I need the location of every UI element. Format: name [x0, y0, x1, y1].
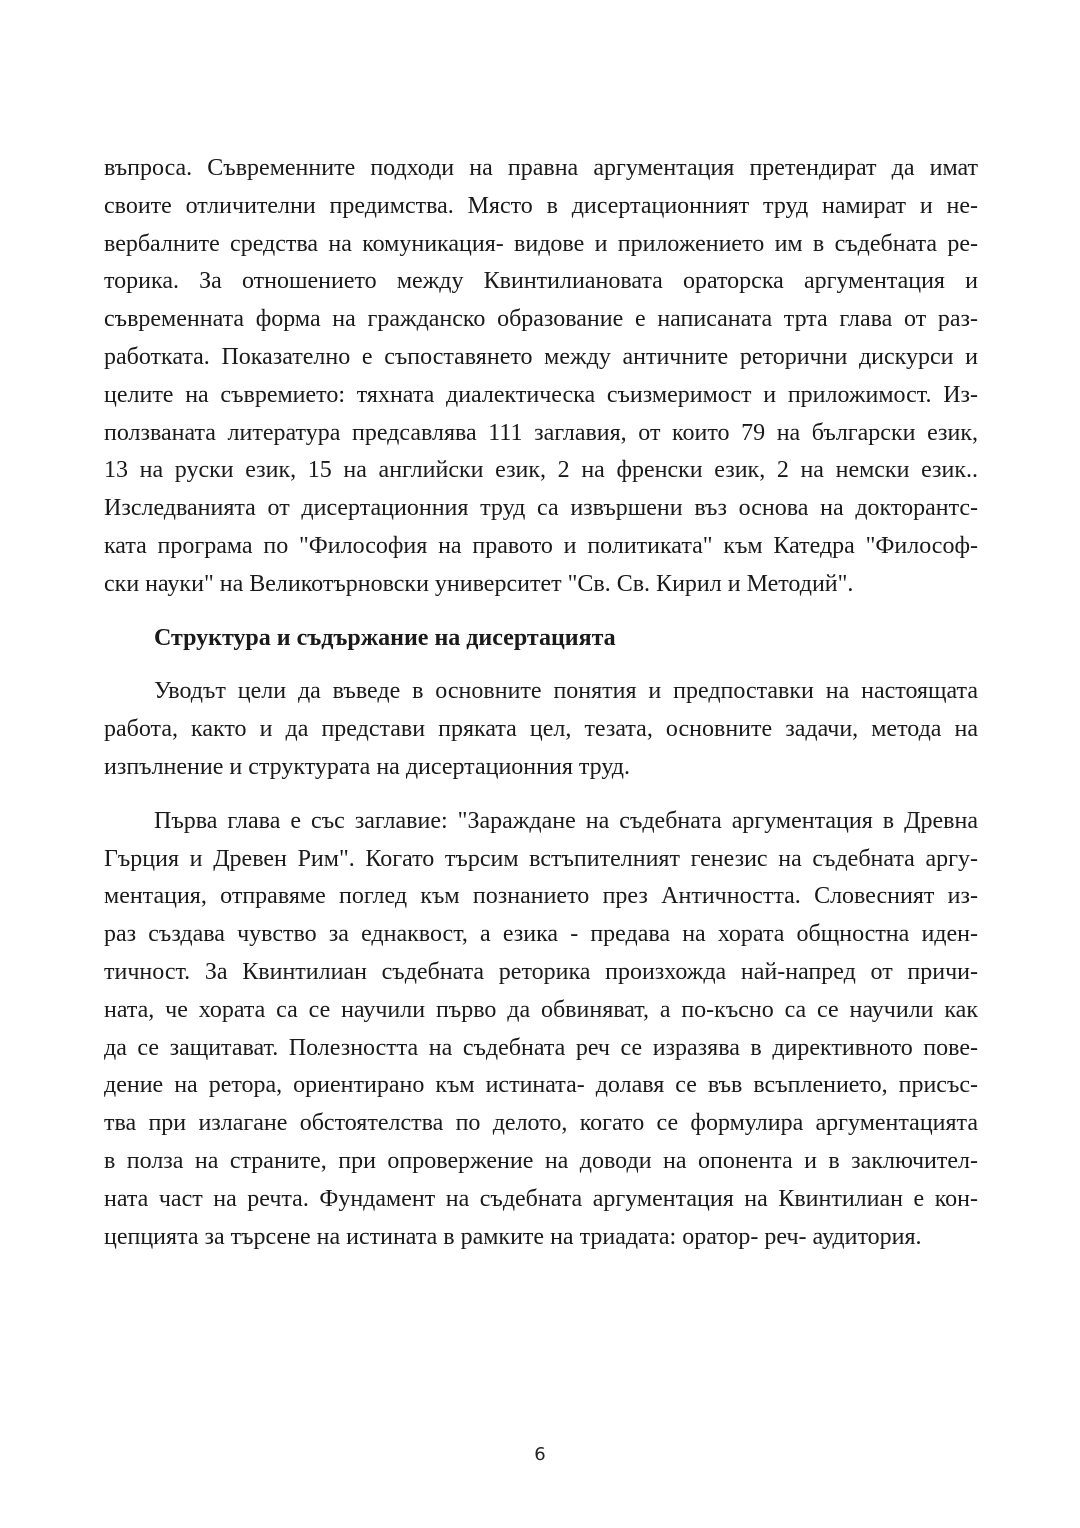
text-line: работката. Показателно е съпоставянето между античните реторични дискурси и [104, 343, 978, 370]
text-line: въпроса. Съвременните подходи на правна аргументация претендират да имат [104, 155, 978, 181]
page-number: 6 [534, 1444, 546, 1465]
text-line: раз създава чувство за еднаквост, а езика - предава на хората общностна иден- [104, 921, 978, 948]
text-line: тичност. За Квинтилиан съдебната реторика произхожда най-напред от причи- [104, 958, 978, 985]
text-line: работа, както и да представи пряката цел, тезата, основните задачи, метода на [104, 716, 978, 743]
text-line: Първа глава е със заглавие: "Зараждане на съдебната аргументация в Древна [154, 807, 978, 834]
text-line: в полза на страните, при опровержение на доводи на опонента и в заключител- [104, 1147, 978, 1174]
text-line: Уводът цели да въведе в основните понятия и предпоставки на настоящата [154, 678, 978, 705]
text-line: своите отличителни предимства. Място в дисертационният труд намират и не- [104, 192, 978, 219]
text-line: вербалните средства на комуникация- видове и приложението им в съдебната ре- [104, 230, 978, 257]
document-page [104, 150, 978, 1256]
paragraph-chapter-one [104, 803, 978, 1257]
text-line: да се защитават. Полезността на съдебната реч се изразява в директивното пове- [104, 1034, 978, 1061]
text-line: Изследванията от дисертационния труд са извършени въз основа на докторантс- [104, 495, 978, 522]
text-line: съвременната форма на гражданско образование е написаната трта глава от раз- [104, 306, 978, 333]
text-line: дение на ретора, ориентирано към истината- долавя се във всъплението, присъс- [104, 1072, 978, 1099]
text-line: целите на съвремието: тяхната диалектическа съизмеримост и приложимост. Из- [104, 381, 978, 408]
text-line: Гърция и Древен Рим". Когато търсим встъпителният генезис на съдебната аргу- [104, 845, 978, 872]
text-line: тва при излагане обстоятелства по делото, когато се формулира аргументацията [104, 1110, 978, 1137]
paragraph-introduction-summary [104, 673, 978, 786]
text-line: торика. За отношението между Квинтилиановата ораторска аргументация и [104, 268, 978, 295]
text-line: ката програма по "Философия на правото и политиката" към Катедра "Философ- [104, 532, 978, 559]
text-line: цепцията за търсене на истината в рамките на триадата: оратор- реч- аудитория. [104, 1223, 922, 1250]
text-line: ски науки" на Великотърновски университет "Св. Св. Кирил и Методий". [104, 570, 854, 597]
text-line: ната, че хората са се научили първо да обвиняват, а по-късно са се научили как [104, 996, 978, 1023]
text-line: 13 на руски език, 15 на английски език, 2 на френски език, 2 на немски език.. [104, 457, 978, 484]
section-heading: Структура и съдържание на дисертацията [154, 624, 616, 651]
text-line: ползваната литература предсавлява 111 заглавия, от които 79 на български език, [104, 419, 978, 446]
text-line: ментация, отправяме поглед към познанието през Античността. Словесният из- [104, 883, 978, 910]
text-line: ната част на речта. Фундамент на съдебната аргументация на Квинтилиан е кон- [104, 1185, 978, 1212]
text-line: изпълнение и структурата на дисертационния труд. [104, 753, 631, 780]
paragraph-intro [104, 150, 978, 604]
